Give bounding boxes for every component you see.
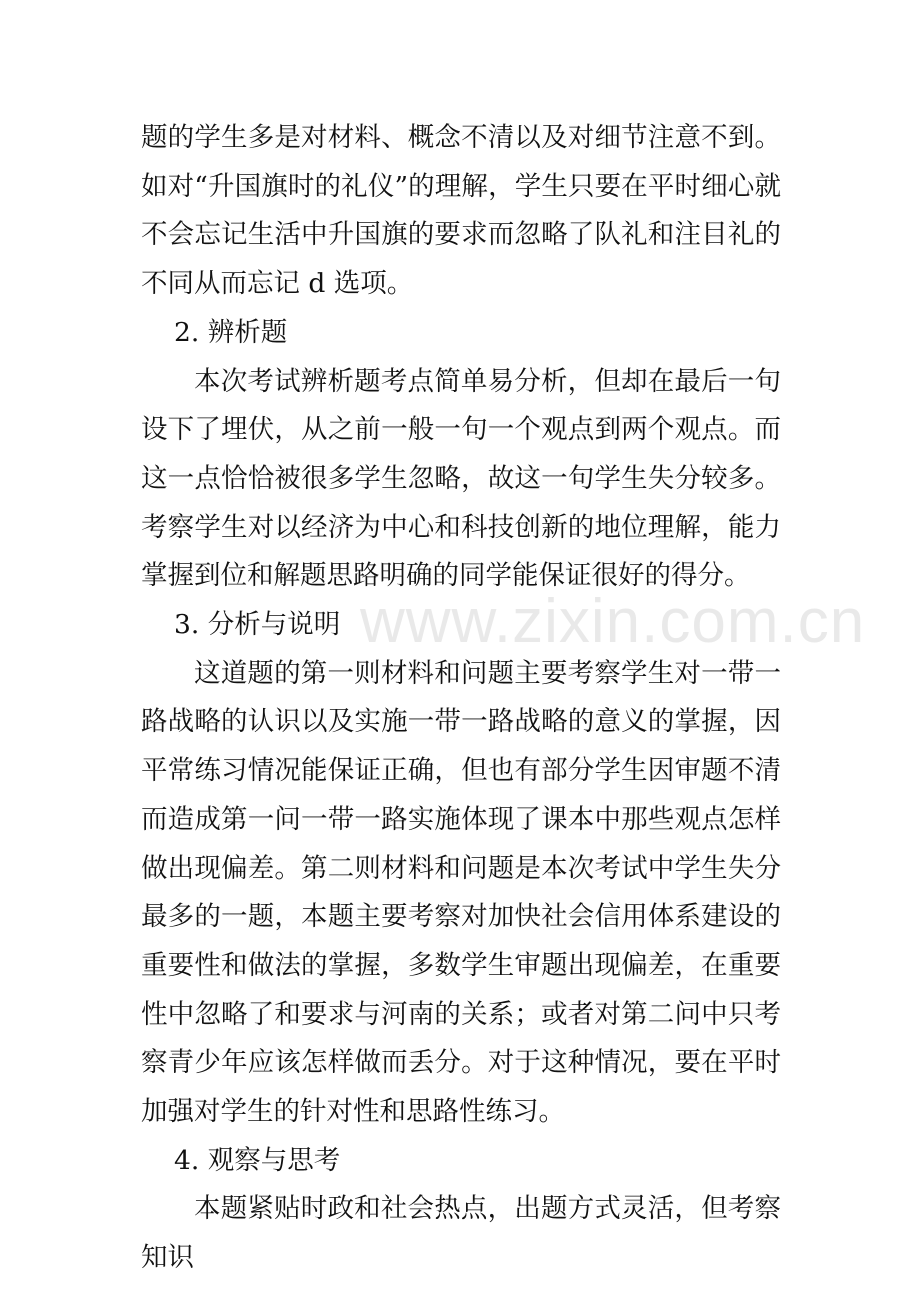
paragraph-continuation: 题的学生多是对材料、概念不清以及对细节注意不到。如对“升国旗时的礼仪”的理解，学生只要在平时细心就不会忘记生活中升国旗的要求而忽略了队礼和注目礼的不同从而忘记 d 选项。 bbox=[141, 122, 781, 300]
paragraph-observation-body: 本题紧贴时政和社会热点，出题方式灵活，但考察知识 bbox=[141, 1193, 781, 1274]
heading-analysis-and-explanation: 3. 分析与说明 bbox=[174, 609, 341, 641]
paragraph-analysis-explanation-body: 这道题的第一则材料和问题主要考察学生对一带一路战略的认识以及实施一带一路战略的意义的掌握，因平常练习情况能保证正确，但也有部分学生因审题不清而造成第一问一带一路实施体现了课本中那些观点怎样做出现偏差。第二则材料和问题是本次考试中学生失分最多的一题，本题主要考察对加快社会信用体系建设的重要性和做法的掌握，多数学生审题出现偏差，在重要性中忽略了和要求与河南的关系；或者对第二问中只考察青少年应该怎样做而丢分。对于这种情况，要在平时加强对学生的针对性和思路性练习。 bbox=[141, 657, 781, 1128]
document-body bbox=[141, 114, 781, 1283]
paragraph-discrimination-analysis: 本次考试辨析题考点简单易分析，但却在最后一句设下了埋伏，从之前一般一句一个观点到两个观点。而这一点恰恰被很多学生忽略，故这一句学生失分较多。考察学生对以经济为中心和科技创新的地位理解，能力掌握到位和解题思路明确的同学能保证很好的得分。 bbox=[141, 365, 781, 592]
heading-observation-and-thinking: 4. 观察与思考 bbox=[174, 1144, 341, 1176]
heading-discrimination-question: 2. 辨析题 bbox=[174, 316, 288, 348]
watermark-text: www.zixin.com.cn bbox=[360, 587, 866, 656]
